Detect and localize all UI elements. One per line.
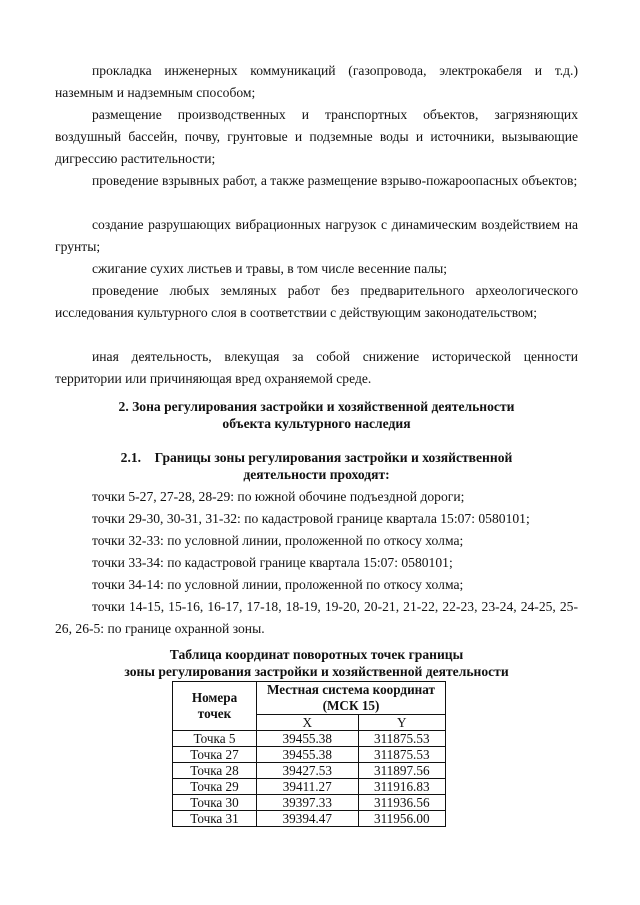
subsection-title-line1: Границы зоны регулирования застройки и хозяйственной <box>154 450 513 465</box>
boundary-line: точки 34-14: по условной линии, проложенной по откосу холма; <box>92 577 464 592</box>
prohibition-item: проведение взрывных работ, а также размещение взрыво-пожароопасных объектов; <box>92 173 578 188</box>
boundary-line: точки 32-33: по условной линии, проложенной по откосу холма; <box>92 533 464 548</box>
y-cell: 311936.56 <box>358 795 445 811</box>
x-cell: 39455.38 <box>257 731 359 747</box>
table-row <box>173 747 446 763</box>
table-row <box>173 795 446 811</box>
prohibition-item: иная деятельность, влекущая за собой снижение исторической ценности территории или причиняющая вред охраняемой среде. <box>55 349 578 386</box>
table-row <box>173 811 446 827</box>
boundary-line: точки 33-34: по кадастровой границе квартала 15:07: 0580101; <box>92 555 453 570</box>
section-heading-line2: объекта культурного наследия <box>222 416 411 431</box>
section-heading-line1: 2. Зона регулирования застройки и хозяйственной деятельности <box>118 399 515 414</box>
x-cell: 39397.33 <box>257 795 359 811</box>
y-cell: 311875.53 <box>358 731 445 747</box>
column-header-points <box>173 682 257 731</box>
point-cell: Точка 29 <box>173 779 257 795</box>
prohibition-item: создание разрушающих вибрационных нагрузок с динамическим воздействием на грунты; <box>55 217 578 254</box>
y-cell: 311897.56 <box>358 763 445 779</box>
point-cell: Точка 5 <box>173 731 257 747</box>
y-cell: 311875.53 <box>358 747 445 763</box>
prohibition-item: размещение производственных и транспортных объектов, загрязняющих воздушный бассейн, почву, грунтовые и подземные воды и источники, вызывающие дигрессию растительности; <box>55 107 578 166</box>
boundary-line: точки 5-27, 27-28, 28-29: по южной обочине подъездной дороги; <box>92 489 465 504</box>
subsection-heading <box>55 449 578 483</box>
y-cell: 311916.83 <box>358 779 445 795</box>
column-header-coordinate-system: Местная система координат (МСК 15) <box>257 682 446 715</box>
x-cell: 39427.53 <box>257 763 359 779</box>
point-cell: Точка 28 <box>173 763 257 779</box>
point-cell: Точка 27 <box>173 747 257 763</box>
column-header-points-line2: точек <box>197 706 232 721</box>
x-cell: 39411.27 <box>257 779 359 795</box>
section-heading <box>55 398 578 432</box>
prohibition-item: прокладка инженерных коммуникаций (газопровода, электрокабеля и т.д.) наземным и надземным способом; <box>55 63 578 100</box>
prohibition-item: сжигание сухих листьев и травы, в том числе весенние палы; <box>92 261 448 276</box>
column-header-x: X <box>257 715 359 731</box>
table-header-row <box>173 682 446 715</box>
boundary-line: точки 29-30, 30-31, 31-32: по кадастровой границе квартала 15:07: 0580101; <box>92 511 530 526</box>
point-cell: Точка 31 <box>173 811 257 827</box>
subsection-number: 2.1. <box>120 450 142 465</box>
x-cell: 39394.47 <box>257 811 359 827</box>
x-cell: 39455.38 <box>257 747 359 763</box>
column-header-points-line1: Номера <box>191 690 238 705</box>
table-title-line2: зоны регулирования застройки и хозяйственной деятельности <box>124 664 509 679</box>
subsection-title-line2: деятельности проходят: <box>243 467 390 482</box>
prohibition-item: проведение любых земляных работ без предварительного археологического исследования культурного слоя в соответствии с действующим законодательством; <box>55 283 578 320</box>
table-title-line1: Таблица координат поворотных точек границы <box>169 647 464 662</box>
table-row <box>173 731 446 747</box>
table-row <box>173 779 446 795</box>
y-cell: 311956.00 <box>358 811 445 827</box>
column-header-y: Y <box>358 715 445 731</box>
table-row <box>173 763 446 779</box>
coordinates-table <box>172 681 446 827</box>
point-cell: Точка 30 <box>173 795 257 811</box>
table-title <box>55 646 578 680</box>
boundary-line: точки 14-15, 15-16, 16-17, 17-18, 18-19, 19-20, 20-21, 21-22, 22-23, 23-24, 24-25, 25-26, 26-5: по границе охранной зоны. <box>55 599 578 636</box>
